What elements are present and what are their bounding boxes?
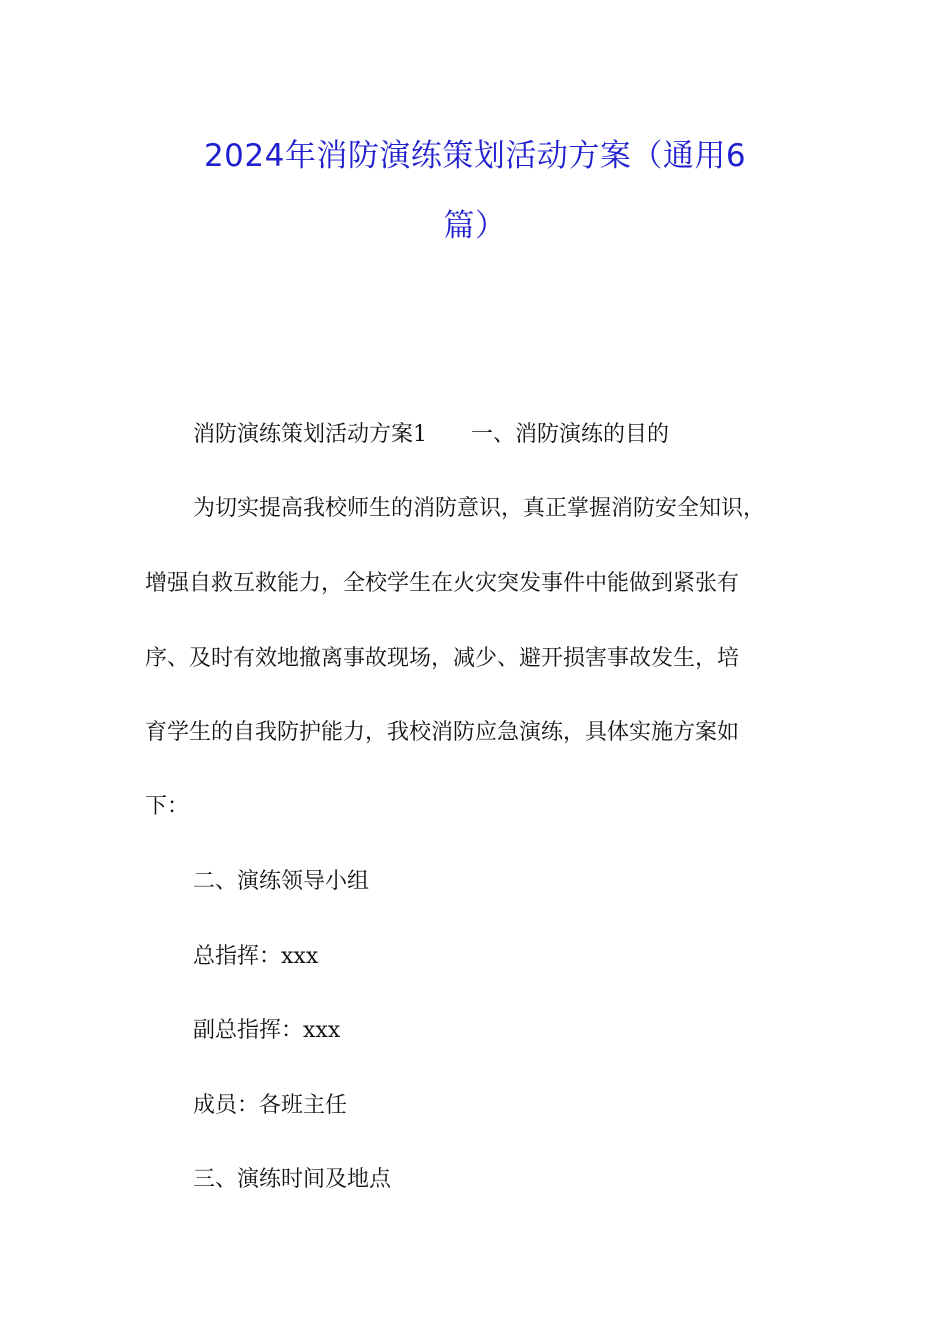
commander-line: 总指挥：xxx [193, 944, 319, 969]
subsection-heading-1: 一、消防演练的目的 [471, 422, 670, 447]
section-heading: 消防演练策划活动方案1 [193, 422, 427, 447]
paragraph-line-5: 下： [145, 794, 190, 819]
subsection-heading-3: 三、演练时间及地点 [193, 1167, 392, 1192]
document-title-line-1: 2024年消防演练策划活动方案（通用6 [203, 138, 747, 174]
document-title-line-2: 篇） [443, 208, 507, 244]
paragraph-line-2: 增强自救互救能力，全校学生在火灾突发事件中能做到紧张有 [145, 571, 740, 596]
paragraph-line-1: 为切实提高我校师生的消防意识，真正掌握消防安全知识， [193, 496, 766, 521]
paragraph-line-4: 育学生的自我防护能力，我校消防应急演练，具体实施方案如 [145, 720, 740, 745]
members-line: 成员：各班主任 [193, 1093, 348, 1118]
paragraph-line-3: 序、及时有效地撤离事故现场，减少、避开损害事故发生，培 [145, 646, 740, 671]
deputy-commander-line: 副总指挥：xxx [193, 1018, 341, 1043]
section-heading-row [193, 420, 669, 450]
subsection-heading-2: 二、演练领导小组 [193, 869, 370, 894]
